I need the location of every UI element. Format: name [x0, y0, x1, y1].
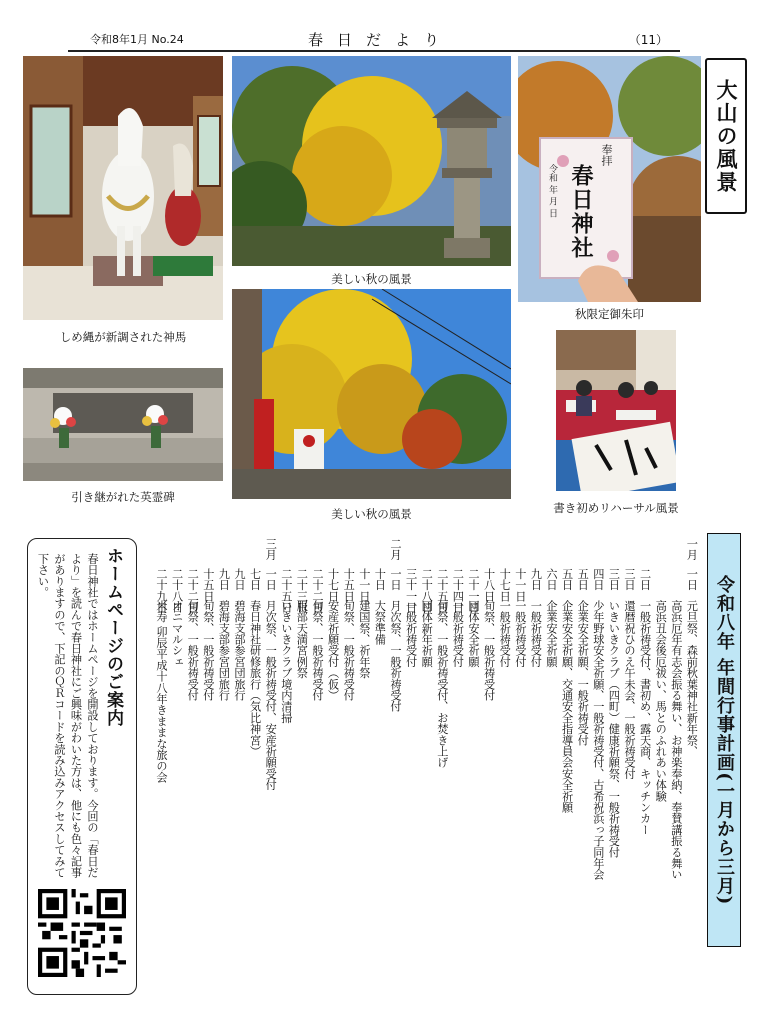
schedule-event: いきいきクラブ（四町）健康祈願祭、一般祈祷受付: [607, 600, 621, 858]
schedule-event: 旬祭、一般祈祷受付: [342, 600, 356, 701]
schedule-event: 旬祭、一般祈祷受付: [311, 600, 324, 701]
schedule-date: 五日: [576, 568, 590, 591]
schedule-event: 一般祈祷受付: [529, 600, 543, 668]
schedule-event: 一般祈祷受付、書初め、露天商、キッチンカー: [638, 600, 652, 836]
schedule-event: 一般祈祷受付: [513, 600, 527, 668]
schedule-event: 大祭準備: [373, 600, 387, 645]
schedule-date: 十七日: [326, 568, 340, 602]
schedule-event: 高浜丑会後厄祓い、馬とのふれあい体験: [654, 600, 668, 802]
caption-autumn-2: 美しい秋の風景: [331, 507, 412, 521]
schedule-list: [140, 538, 700, 958]
page-number: （11）: [628, 33, 668, 47]
schedule-event: 旬祭、一般祈祷受付、お焚き上げ: [435, 600, 449, 768]
schedule-event: 月次祭、一般祈祷受付: [389, 600, 402, 712]
goshuin-main-text: 春日神社: [568, 164, 594, 260]
kakizome-photo: [556, 330, 676, 491]
schedule-event: 服部天満宮例祭: [295, 600, 309, 679]
schedule-event: 少年野球安全祈願、一般祈祷受付、古希祝浜っ子同年会: [591, 600, 605, 880]
schedule-event: いきいきクラブ境内清掃: [279, 600, 293, 724]
schedule-date: 二十五日: [435, 568, 449, 613]
schedule-event: 旬祭、一般祈祷受付: [201, 600, 215, 701]
schedule-event: 還暦祝ひのえ午未会、一般祈祷受付: [623, 600, 636, 780]
schedule-date: 二十四日: [451, 568, 465, 613]
goshuin-photo: [518, 56, 701, 302]
schedule-event: 元旦祭、森前秋葉神社新年祭、: [685, 600, 699, 757]
schedule-event: オニマルシェ: [170, 600, 184, 668]
schedule-date: 十八日: [482, 568, 496, 602]
schedule-date: 一日: [264, 568, 278, 591]
schedule-date: 十一日: [513, 568, 527, 602]
caption-kakizome: 書き初めリハーサル風景: [553, 501, 679, 515]
schedule-date: 四日: [591, 568, 605, 591]
schedule-date: 九日: [217, 568, 231, 591]
schedule-event: 一般祈祷受付: [404, 600, 418, 668]
schedule-event: 月次祭、一般祈祷受付、安産祈願受付: [264, 600, 278, 791]
schedule-event: 建国祭、祈年祭: [357, 600, 371, 679]
schedule-date: 二十八日: [420, 568, 434, 613]
schedule-date: 十五日: [201, 568, 215, 602]
schedule-date: 一日: [685, 568, 699, 591]
schedule-event: 企業安全祈願: [545, 600, 558, 668]
schedule-date: 二十九日: [155, 568, 168, 613]
schedule-date: 九日: [529, 568, 543, 591]
schedule-date: 五日: [560, 568, 574, 591]
caption-sacred-horse: しめ縄が新調された神馬: [59, 330, 187, 344]
schedule-event: 旬祭、一般祈祷受付: [482, 600, 496, 701]
schedule-date: 十一日: [357, 568, 371, 602]
schedule-title: 令和八年 年間行事計画(一月から三月): [707, 533, 741, 947]
schedule-event: 高浜厄年有志会振る舞い、お神楽奉納、奉賛講振る舞い: [669, 600, 683, 880]
schedule-date: 二十三日: [295, 568, 309, 613]
autumn-scenery-photo-2: [232, 289, 511, 499]
qr-code-icon[interactable]: [38, 889, 126, 977]
schedule-month: 一月: [685, 538, 699, 561]
schedule-date: 二十五日: [279, 568, 293, 613]
schedule-event: 安産祈願受付（仮）: [326, 600, 340, 701]
schedule-date: 十日: [373, 568, 387, 591]
schedule-date: 十五日: [342, 568, 356, 602]
schedule-date: 二十二日: [186, 568, 200, 613]
schedule-event: 米寿 卯辰平成十八年きままな旅の会: [155, 600, 168, 783]
schedule-event: 碧海支部参宮団旅行: [217, 600, 231, 701]
schedule-event: 団体新年祈願: [420, 600, 434, 668]
schedule-event: 碧海支部参宮団旅行: [233, 600, 246, 701]
schedule-date: 三十一日: [404, 568, 418, 613]
schedule-month: 二月: [389, 538, 402, 561]
sacred-horse-photo: [23, 56, 223, 320]
autumn-scenery-photo-1: [232, 56, 511, 266]
issue-number: 令和8年1月 No.24: [90, 33, 184, 46]
caption-autumn-1: 美しい秋の風景: [331, 272, 412, 286]
schedule-event: 団体安全祈願: [467, 600, 480, 668]
schedule-date: 九日: [233, 568, 246, 591]
homepage-title: ホームページのご案内: [103, 547, 123, 727]
schedule-date: 二十二日: [311, 568, 324, 613]
section-title-oyama-scenery: 大山の風景: [705, 58, 747, 214]
schedule-date: 二日: [638, 568, 652, 591]
caption-goshuin: 秋限定御朱印: [575, 307, 644, 321]
newsletter-title: 春日だより: [308, 31, 454, 49]
schedule-date: 三日: [623, 568, 636, 591]
schedule-date: 一日: [389, 568, 402, 591]
schedule-event: 春日神社研修旅行（気比神宮）: [248, 600, 262, 757]
memorial-photo: [23, 368, 223, 481]
schedule-date: 七日: [248, 568, 262, 591]
schedule-event: 一般祈祷受付: [498, 600, 512, 668]
schedule-event: 企業安全祈願、交通安全指導員会安全祈願: [560, 600, 574, 813]
schedule-date: 十七日: [498, 568, 512, 602]
goshuin-date-text: 令和 年 月 日: [547, 164, 557, 218]
goshuin-side-text: 奉拝: [600, 144, 613, 166]
homepage-body: 春日神社ではホームページを開設しております。今回の「春日だより」を読んで春日神社にご興味がわいた方は、他にも色々記事がありますので、下記のＱＲコードを読み込みアクセスしてみて下さい。: [36, 553, 99, 878]
schedule-month: 三月: [264, 538, 278, 561]
schedule-date: 三日: [607, 568, 621, 591]
schedule-event: 旬祭、一般祈祷受付: [186, 600, 200, 701]
schedule-date: 二十一日: [467, 568, 480, 613]
schedule-date: 六日: [545, 568, 558, 591]
caption-memorial: 引き継がれた英霊碑: [71, 490, 175, 504]
schedule-event: 企業安全祈願、一般祈祷受付: [576, 600, 590, 746]
page-header: [68, 28, 680, 52]
schedule-date: 二十八日: [170, 568, 184, 613]
homepage-info-box: [27, 538, 137, 995]
schedule-event: 一般祈祷受付: [451, 600, 465, 668]
